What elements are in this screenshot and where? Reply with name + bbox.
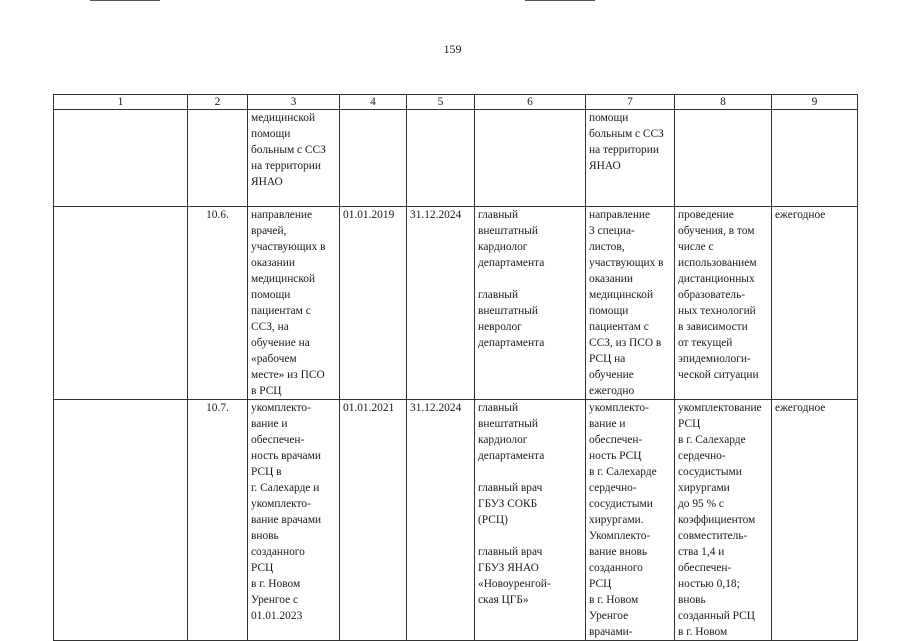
cell-line: департамента [478, 450, 545, 462]
cell-line: больным с ССЗ [251, 144, 326, 156]
start-date-cell: 01.01.2021 [340, 400, 407, 641]
activity-cell [248, 400, 340, 641]
cell-line: совместитель- [678, 530, 748, 542]
cell-line: помощи [589, 305, 629, 317]
cell-line: РСЦ [589, 578, 612, 590]
cell-line: главный врач [478, 482, 543, 494]
cell-line: участвующих в [251, 241, 326, 253]
cell-line: обучения, в том [678, 225, 755, 237]
cell-line: до 95 % с [678, 498, 724, 510]
cell-line: г. Салехарде и [251, 482, 320, 494]
cell-line: ская ЦГБ» [478, 594, 529, 606]
item-number-cell: 10.7. [188, 400, 248, 641]
cell-line: проведение [678, 209, 734, 221]
cell-line [478, 528, 582, 544]
cell-line: ных технологий [678, 305, 756, 317]
cell-line: РСЦ [678, 418, 701, 430]
cell-line: 3 специа- [589, 225, 635, 237]
cell-line: обучение на [251, 337, 310, 349]
end-date-cell: 31.12.2024 [407, 207, 475, 400]
cell-line: в г. Новом [678, 626, 728, 638]
cell-line: РСЦ на [589, 353, 626, 365]
column-header: 6 [475, 95, 586, 110]
column-header: 2 [188, 95, 248, 110]
cell-line: кардиолог [478, 241, 528, 253]
cell-line: в РСЦ [251, 385, 282, 397]
cell-line: месте» из ПСО [251, 369, 325, 381]
cell-line: ность РСЦ [589, 450, 642, 462]
cell-line: в г. Новом [589, 594, 639, 606]
start-date-cell [340, 110, 407, 207]
responsible-cell [475, 207, 586, 400]
cell-line: обучение [589, 369, 634, 381]
cell-line: медицинской [251, 112, 316, 124]
expected-result-cell [586, 400, 675, 641]
cell-line: ССЗ, из ПСО в [589, 337, 662, 349]
cell-line: участвующих в [589, 257, 664, 269]
cell-line: ежегодно [589, 385, 635, 397]
cell-line: использованием [678, 257, 757, 269]
cell-line: обеспечен- [251, 434, 305, 446]
cell-line: Укомплекто- [589, 530, 651, 542]
cell-line: главный [478, 289, 519, 301]
cell-line: кардиолог [478, 434, 528, 446]
cell-line: ССЗ, на [251, 321, 289, 333]
top-edge-rule [90, 0, 160, 1]
table-row [54, 207, 858, 400]
cell-line: больным с ССЗ [589, 128, 664, 140]
plan-table [53, 94, 858, 641]
cell-line: ства 1,4 и [678, 546, 725, 558]
periodicity-cell: ежегодное [772, 400, 858, 641]
cell-line: направление [589, 209, 651, 221]
start-date-cell: 01.01.2019 [340, 207, 407, 400]
page-number: 159 [443, 42, 462, 56]
cell-line: пациентам с [251, 305, 311, 317]
cell-line: вание врачами [251, 514, 322, 526]
cell-line: помощи [251, 289, 291, 301]
activity-cell [248, 110, 340, 207]
cell-line: эпидемиологи- [678, 353, 751, 365]
cell-line: ческой ситуации [678, 369, 759, 381]
cell-line: дистанционных [678, 273, 755, 285]
cell-line: помощи [251, 128, 291, 140]
cell-line: (РСЦ) [478, 514, 508, 526]
cell-line: обеспечен- [678, 562, 732, 574]
cell-line: вание и [589, 418, 626, 430]
cell-line: врачами- [589, 626, 633, 638]
cell-line: департамента [478, 337, 545, 349]
cell-line: ГБУЗ ЯНАО [478, 562, 539, 574]
responsible-cell [475, 110, 586, 207]
cell-line: медицинской [589, 289, 654, 301]
cell-line: созданный РСЦ [678, 610, 755, 622]
cell-line: оказании [251, 257, 295, 269]
cell-line: вновь [251, 530, 279, 542]
cell-line: ность врачами [251, 450, 321, 462]
column-header: 3 [248, 95, 340, 110]
table-row [54, 400, 858, 641]
cell-line: «Новоуренгой- [478, 578, 551, 590]
cell-line: РСЦ в [251, 466, 282, 478]
cell-line: 01.01.2023 [251, 610, 303, 622]
cell-line: Уренгое с [251, 594, 299, 606]
cell-line: в г. Салехарде [678, 434, 746, 446]
cell-line: числе с [678, 241, 714, 253]
column-header: 5 [407, 95, 475, 110]
cell-line: врачей, [251, 225, 287, 237]
column-header: 8 [675, 95, 772, 110]
end-date-cell: 31.12.2024 [407, 400, 475, 641]
cell-line: в г. Новом [251, 578, 301, 590]
cell-line: вание и [251, 418, 288, 430]
item-number-cell: 10.6. [188, 207, 248, 400]
cell-line: укомплекто- [589, 402, 649, 414]
cell-line: направление [251, 209, 313, 221]
cell-line: главный врач [478, 546, 543, 558]
column-header: 9 [772, 95, 858, 110]
cell-line: коэффициентом [678, 514, 756, 526]
periodicity-cell: ежегодное [772, 207, 858, 400]
cell-line: ЯНАО [251, 176, 283, 188]
cell-line: в зависимости [678, 321, 748, 333]
cell-line: на территории [251, 160, 321, 172]
cell-line: созданного [589, 562, 643, 574]
indicator-cell [675, 400, 772, 641]
empty-cell [54, 400, 188, 641]
cell-line: ЯНАО [589, 160, 621, 172]
cell-line: от текущей [678, 337, 733, 349]
cell-line: вновь [678, 594, 706, 606]
empty-cell [54, 207, 188, 400]
periodicity-cell [772, 110, 858, 207]
cell-line: сердечно- [589, 482, 637, 494]
cell-line: на территории [589, 144, 659, 156]
cell-line: образователь- [678, 289, 746, 301]
cell-line: внештатный [478, 305, 539, 317]
expected-result-cell [586, 207, 675, 400]
item-number-cell [188, 110, 248, 207]
cell-line: медицинской [251, 273, 316, 285]
indicator-cell [675, 207, 772, 400]
cell-line: сердечно- [678, 450, 726, 462]
cell-line: «рабочем [251, 353, 297, 365]
cell-line [478, 271, 582, 287]
activity-cell [248, 207, 340, 400]
cell-line: укомплекто- [251, 402, 311, 414]
cell-line: ГБУЗ СОКБ [478, 498, 538, 510]
cell-line: в г. Салехарде [589, 466, 657, 478]
empty-cell [54, 110, 188, 207]
cell-line: обеспечен- [589, 434, 643, 446]
cell-line: оказании [589, 273, 633, 285]
cell-line: РСЦ [251, 562, 274, 574]
end-date-cell [407, 110, 475, 207]
cell-line: главный [478, 209, 519, 221]
cell-line: хирургами. [589, 514, 644, 526]
cell-line: Уренгое [589, 610, 629, 622]
cell-line: пациентам с [589, 321, 649, 333]
responsible-cell [475, 400, 586, 641]
cell-line: вание вновь [589, 546, 648, 558]
indicator-cell [675, 110, 772, 207]
cell-line [478, 464, 582, 480]
expected-result-cell [586, 110, 675, 207]
cell-line: помощи [589, 112, 629, 124]
cell-line: главный [478, 402, 519, 414]
header-row [54, 95, 858, 110]
cell-line: листов, [589, 241, 625, 253]
cell-line: департамента [478, 257, 545, 269]
top-edge-rule [525, 0, 595, 1]
column-header: 1 [54, 95, 188, 110]
cell-line: укомплекто- [251, 498, 311, 510]
cell-line: внештатный [478, 225, 539, 237]
cell-line: созданного [251, 546, 305, 558]
cell-line: внештатный [478, 418, 539, 430]
cell-line: хирургами [678, 482, 730, 494]
cell-line: невролог [478, 321, 522, 333]
table-row [54, 110, 858, 207]
column-header: 7 [586, 95, 675, 110]
cell-line: сосудистыми [678, 466, 742, 478]
cell-line: сосудистыми [589, 498, 653, 510]
cell-line: укомплектование [678, 402, 762, 414]
column-header: 4 [340, 95, 407, 110]
cell-line: ностью 0,18; [678, 578, 740, 590]
